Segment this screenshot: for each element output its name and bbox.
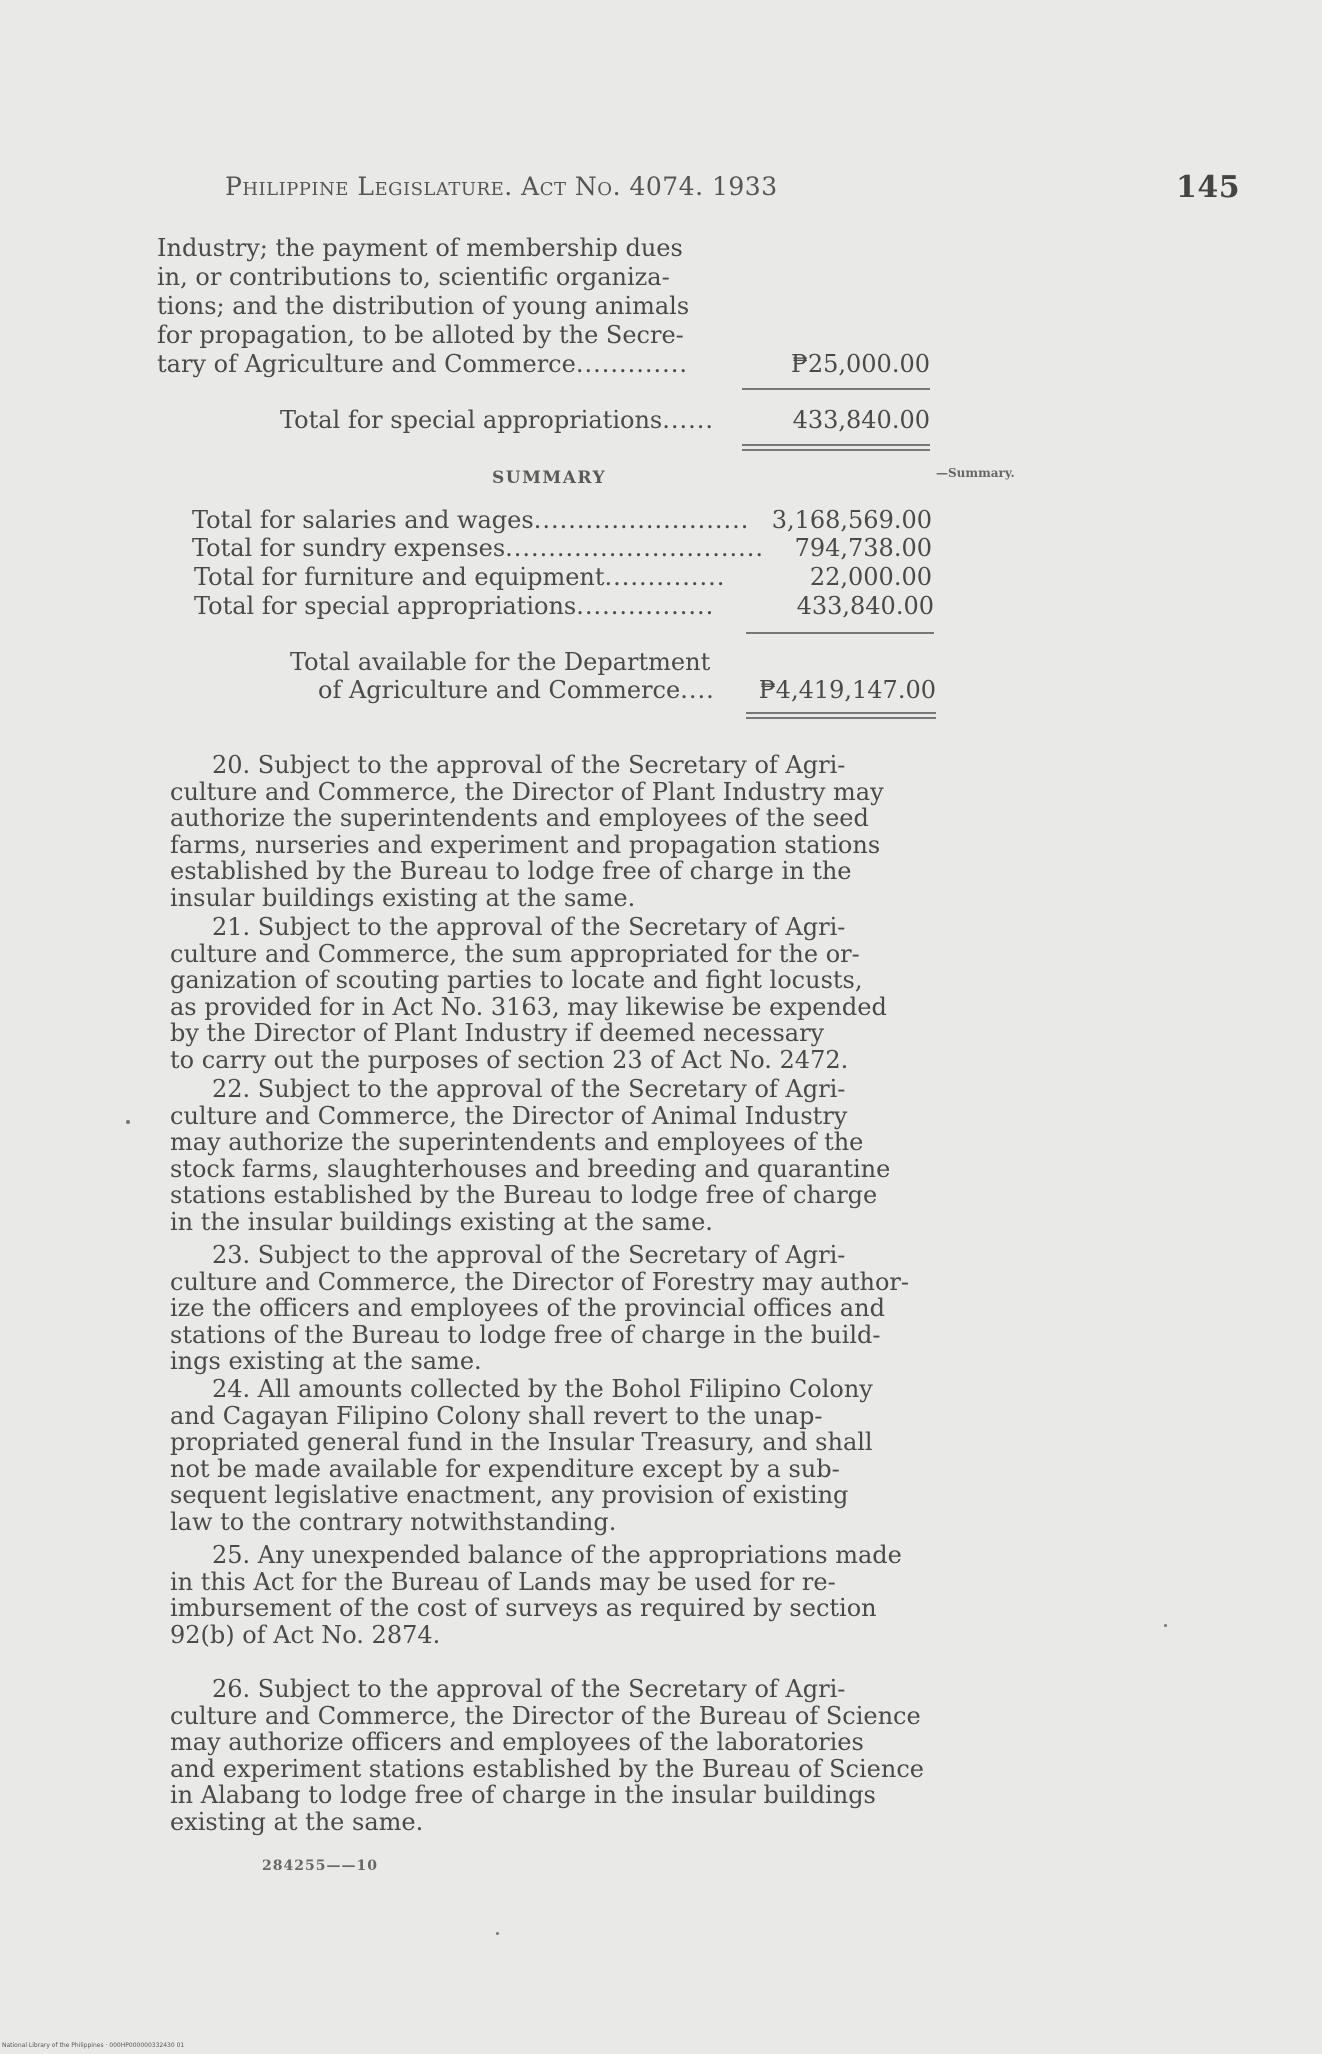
paragraph-line: propriated general fund in the Insular Treasury, and shall	[170, 1428, 873, 1456]
section-paragraph-20	[170, 752, 950, 911]
paragraph-line: ganization of scouting parties to locate and fight locusts,	[170, 966, 863, 994]
paragraph-line: law to the contrary notwithstanding.	[170, 1507, 617, 1536]
grand-total-label-2-line	[318, 676, 715, 704]
scan-speck	[126, 1120, 130, 1124]
section-paragraph-21	[170, 914, 950, 1073]
paragraph-line: farms, nurseries and experiment and propagation stations	[170, 830, 881, 859]
top-item-text	[157, 234, 689, 379]
leader-dots: .............	[575, 350, 688, 378]
rule	[742, 388, 930, 390]
summary-row-amount: 22,000.00	[809, 563, 932, 591]
grand-total-amount: ₱4,419,147.00	[758, 676, 936, 704]
grand-total-label-2: of Agriculture and Commerce	[318, 676, 681, 704]
top-item-line: for propagation, to be alloted by the Secre-	[157, 321, 684, 349]
paragraph-line: stations established by the Bureau to lodge free of charge	[170, 1181, 878, 1209]
paragraph-line: ize the officers and employees of the provincial offices and	[170, 1294, 885, 1322]
summary-row-text: Total for special appropriations	[194, 592, 577, 620]
summary-row-amount: 794,738.00	[794, 534, 932, 562]
paragraph-line: 25. Any unexpended balance of the appropriations made	[212, 1541, 902, 1569]
paragraph-line: culture and Commerce, the Director of Forestry may author-	[170, 1267, 910, 1296]
printer-code: 284255——10	[262, 1858, 378, 1874]
summary-row-text: Total for salaries and wages	[192, 506, 534, 534]
section-paragraph-23	[170, 1242, 950, 1375]
grand-total-label-1: Total available for the Department	[290, 648, 711, 676]
special-total-label-line	[280, 406, 714, 434]
rule	[746, 632, 934, 634]
leader-dots: ......	[662, 406, 714, 434]
special-total-amount: 433,840.00	[792, 406, 930, 434]
summary-row-text: Total for furniture and equipment	[194, 563, 605, 591]
paragraph-line: 23. Subject to the approval of the Secretary of Agri-	[212, 1241, 846, 1269]
summary-row-amount: 3,168,569.00	[771, 506, 932, 534]
double-rule	[746, 712, 936, 719]
margin-note: —Summary.	[936, 466, 1015, 480]
paragraph-line: and experiment stations established by the Bureau of Science	[170, 1754, 924, 1783]
paragraph-line: authorize the superintendents and employees of the seed	[170, 804, 869, 832]
special-total-label: Total for special appropriations	[280, 406, 663, 434]
section-paragraph-25	[170, 1542, 950, 1648]
paragraph-line: culture and Commerce, the sum appropriated for the or-	[170, 939, 860, 968]
page-number: 145	[1176, 170, 1241, 205]
paragraph-line: as provided for in Act No. 3163, may likewise be expended	[170, 992, 887, 1021]
paragraph-line: may authorize the superintendents and employees of the	[170, 1128, 864, 1156]
leader-dots: ....	[680, 676, 715, 704]
paragraph-line: 20. Subject to the approval of the Secretary of Agri-	[212, 751, 846, 779]
paragraph-line: existing at the same.	[170, 1807, 424, 1836]
paragraph-line: to carry out the purposes of section 23 of Act No. 2472.	[170, 1045, 849, 1074]
summary-row-amount: 433,840.00	[796, 592, 934, 620]
paragraph-line: stock farms, slaughterhouses and breeding and quarantine	[170, 1154, 891, 1183]
paragraph-line: may authorize officers and employees of the laboratories	[170, 1728, 864, 1756]
paragraph-line: by the Director of Plant Industry if deemed necessary	[170, 1019, 825, 1047]
paragraph-line: insular buildings existing at the same.	[170, 883, 636, 912]
section-paragraph-22	[170, 1076, 950, 1235]
scan-speck	[496, 1932, 499, 1935]
paragraph-line: sequent legislative enactment, any provision of existing	[170, 1481, 849, 1509]
paragraph-line: in this Act for the Bureau of Lands may be used for re-	[170, 1567, 836, 1596]
paragraph-line: not be made available for expenditure except by a sub-	[170, 1454, 840, 1483]
section-paragraph-26	[170, 1676, 950, 1835]
scan-credit: National Library of the Philippines · 000HP000000332430 01	[2, 2042, 185, 2049]
paragraph-line: imbursement of the cost of surveys as required by section	[170, 1594, 877, 1622]
scan-speck	[1164, 1624, 1167, 1627]
running-title: Philippine Legislature. Act No. 4074. 1933	[225, 172, 778, 201]
summary-row-label	[194, 563, 725, 591]
top-item-line: tions; and the distribution of young animals	[157, 292, 690, 320]
summary-row-label	[194, 592, 714, 620]
paragraph-line: stations of the Bureau to lodge free of charge in the build-	[170, 1320, 881, 1349]
paragraph-line: established by the Bureau to lodge free of charge in the	[170, 857, 852, 885]
double-rule	[742, 444, 930, 451]
summary-heading: SUMMARY	[492, 468, 607, 488]
leader-dots: ..............	[604, 563, 726, 591]
paragraph-line: in Alabang to lodge free of charge in the insular buildings	[170, 1781, 876, 1809]
summary-row-label	[192, 534, 764, 562]
leader-dots: ..............................	[505, 534, 765, 562]
paragraph-line: and Cagayan Filipino Colony shall revert to the unap-	[170, 1401, 823, 1430]
paragraph-line: 21. Subject to the approval of the Secretary of Agri-	[212, 913, 846, 941]
top-item-last-line: tary of Agriculture and Commerce	[157, 350, 576, 378]
leader-dots: ................	[576, 592, 715, 620]
paragraph-line: culture and Commerce, the Director of the Bureau of Science	[170, 1701, 921, 1730]
top-item-line	[157, 350, 689, 379]
top-item-amount: ₱25,000.00	[790, 350, 930, 378]
top-item-line: Industry; the payment of membership dues	[157, 234, 683, 262]
paragraph-line: 24. All amounts collected by the Bohol Filipino Colony	[212, 1375, 873, 1403]
section-paragraph-24	[170, 1376, 950, 1535]
top-item-line: in, or contributions to, scientific organiza-	[157, 263, 670, 291]
paragraph-line: 26. Subject to the approval of the Secretary of Agri-	[212, 1675, 846, 1703]
paragraph-line: culture and Commerce, the Director of Animal Industry	[170, 1101, 848, 1130]
paragraph-line: 92(b) of Act No. 2874.	[170, 1620, 441, 1649]
leader-dots: .........................	[533, 506, 750, 534]
paragraph-line: 22. Subject to the approval of the Secretary of Agri-	[212, 1075, 846, 1103]
paragraph-line: culture and Commerce, the Director of Plant Industry may	[170, 777, 884, 806]
summary-row-text: Total for sundry expenses	[192, 534, 506, 562]
summary-row-label	[192, 506, 749, 534]
paragraph-line: ings existing at the same.	[170, 1347, 482, 1375]
paragraph-line: in the insular buildings existing at the same.	[170, 1207, 713, 1236]
